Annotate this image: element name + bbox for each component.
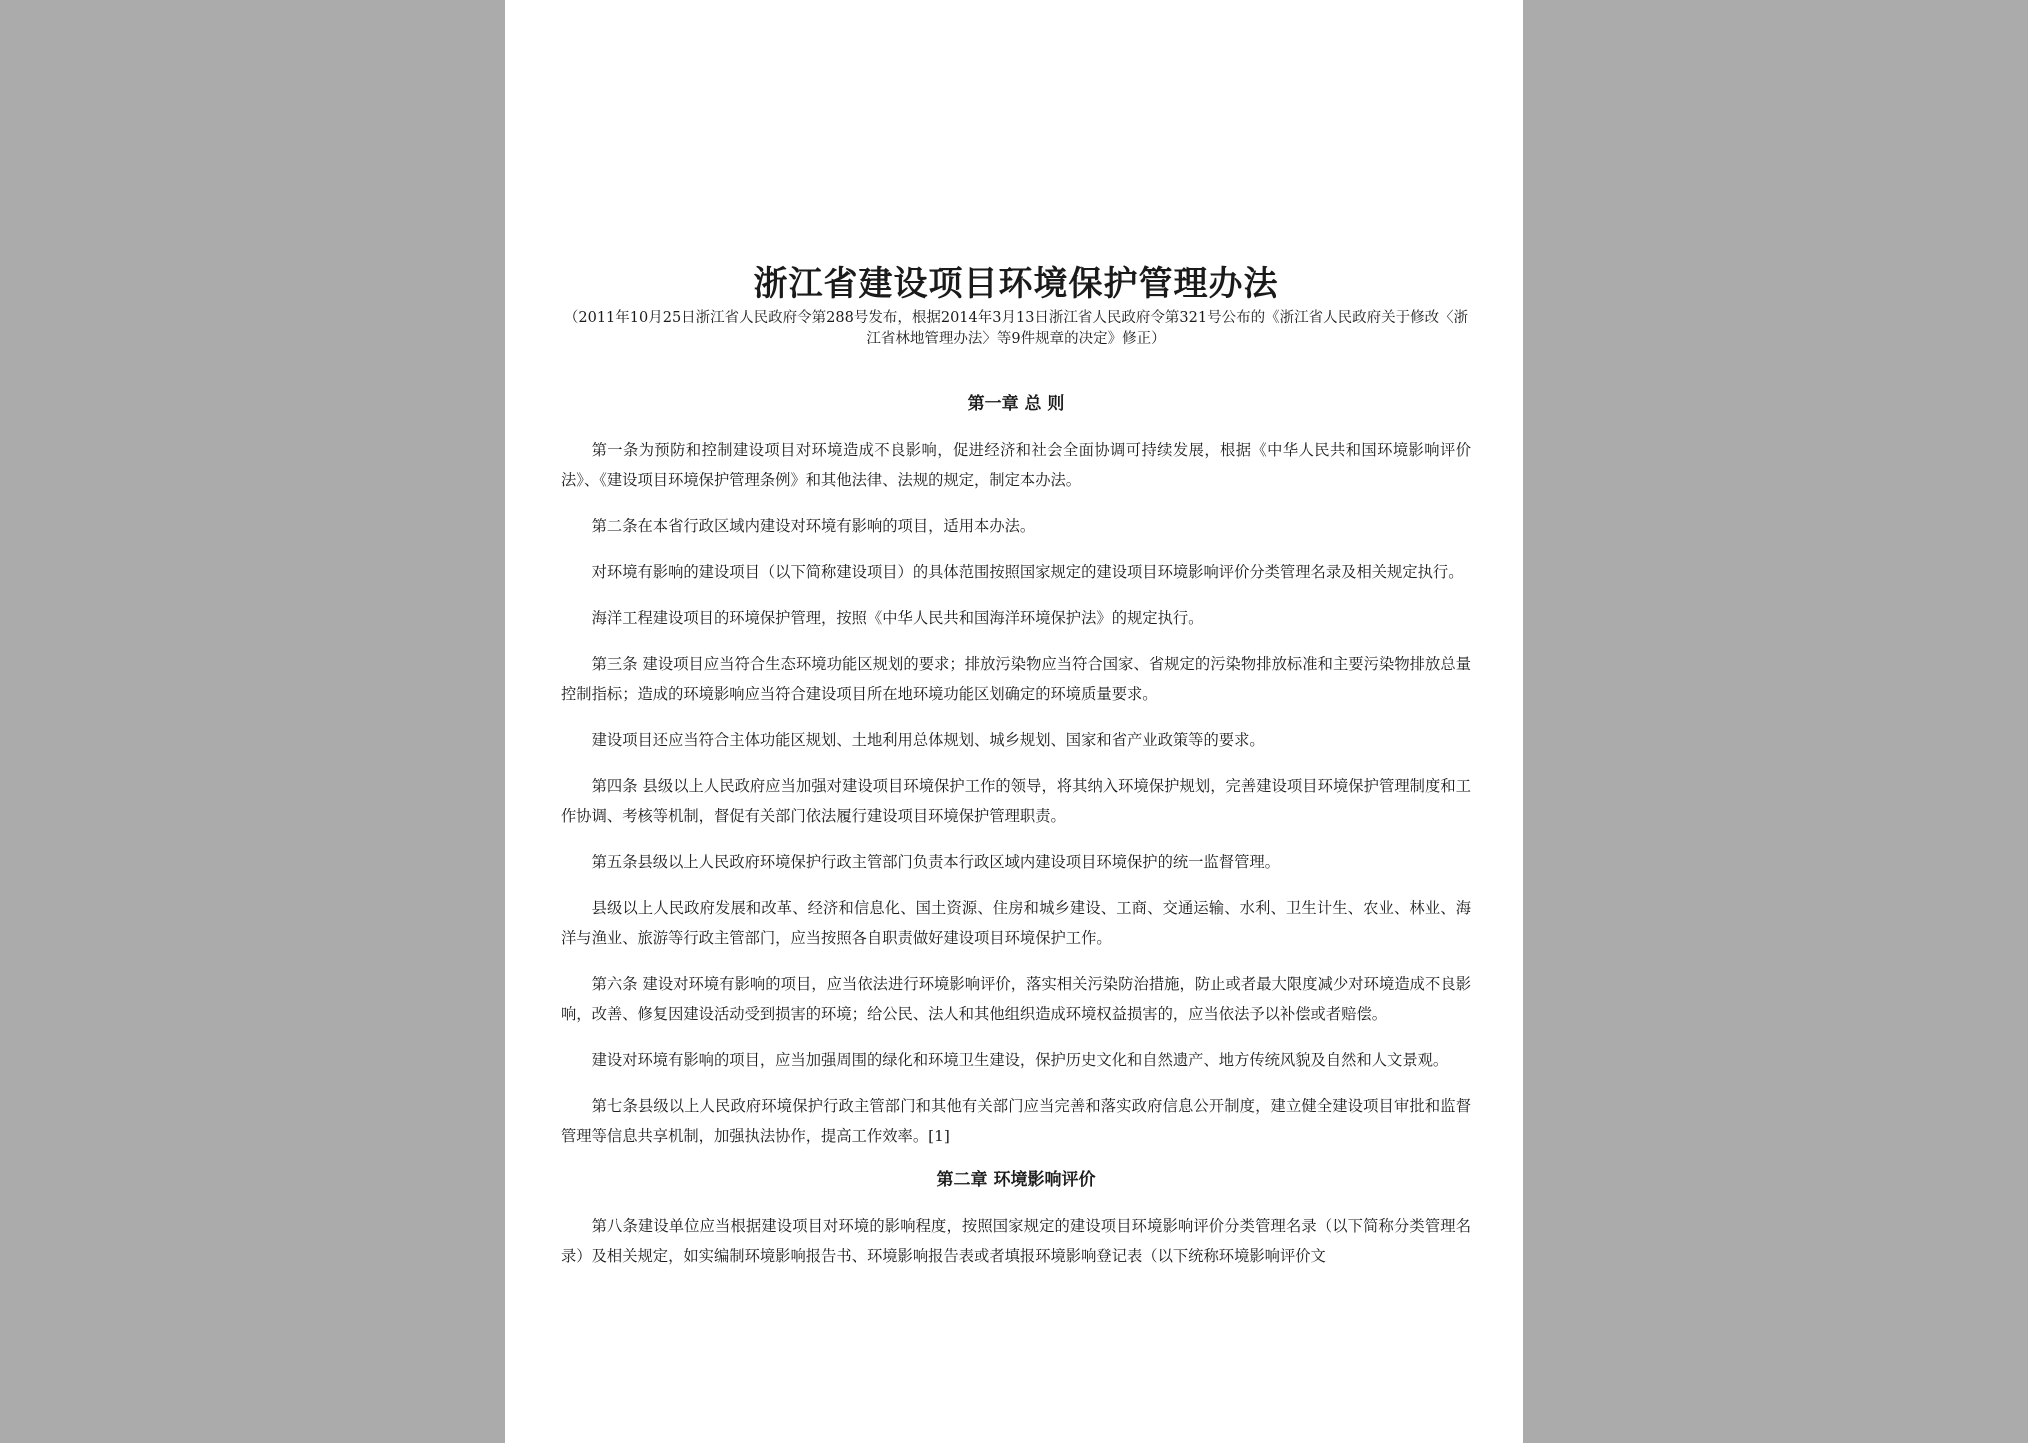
- article-3-clause-2: 建设项目还应当符合主体功能区规划、土地利用总体规划、城乡规划、国家和省产业政策等的要求。: [591, 731, 1265, 749]
- document-content: [561, 262, 1471, 1287]
- article-2-clause-3: 海洋工程建设项目的环境保护管理，按照《中华人民共和国海洋环境保护法》的规定执行。: [591, 609, 1204, 627]
- article-8: 第八条建设单位应当根据建设项目对环境的影响程度，按照国家规定的建设项目环境影响评价分类管理名录（以下简称分类管理名录）及相关规定，如实编制环境影响报告书、环境影响报告表或者填报环境影响登记表（以下统称环境影响评价文: [561, 1217, 1471, 1265]
- chapter-heading-2: 第二章 环境影响评价: [936, 1170, 1096, 1190]
- document-title: 浙江省建设项目环境保护管理办法: [753, 264, 1279, 304]
- document-page: [505, 0, 1523, 1443]
- document-subtitle: （2011年10月25日浙江省人民政府令第288号发布，根据2014年3月13日浙江省人民政府令第321号公布的《浙江省人民政府关于修改〈浙江省林地管理办法〉等9件规章的决定》修正）: [563, 310, 1469, 347]
- article-7: 第七条县级以上人民政府环境保护行政主管部门和其他有关部门应当完善和落实政府信息公开制度，建立健全建设项目审批和监督管理等信息共享机制，加强执法协作，提高工作效率。[1]: [561, 1097, 1471, 1145]
- article-5: 第五条县级以上人民政府环境保护行政主管部门负责本行政区域内建设项目环境保护的统一监督管理。: [591, 853, 1280, 871]
- article-4: 第四条 县级以上人民政府应当加强对建设项目环境保护工作的领导，将其纳入环境保护规划，完善建设项目环境保护管理制度和工作协调、考核等机制，督促有关部门依法履行建设项目环境保护管理职责。: [561, 777, 1471, 825]
- article-2: 第二条在本省行政区域内建设对环境有影响的项目，适用本办法。: [591, 517, 1036, 535]
- article-3: 第三条 建设项目应当符合生态环境功能区规划的要求；排放污染物应当符合国家、省规定的污染物排放标准和主要污染物排放总量控制指标；造成的环境影响应当符合建设项目所在地环境功能区划确定的环境质量要求。: [561, 655, 1471, 703]
- article-5-clause-2: 县级以上人民政府发展和改革、经济和信息化、国土资源、住房和城乡建设、工商、交通运输、水利、卫生计生、农业、林业、海洋与渔业、旅游等行政主管部门，应当按照各自职责做好建设项目环境保护工作。: [561, 899, 1471, 947]
- article-2-clause-2: 对环境有影响的建设项目（以下简称建设项目）的具体范围按照国家规定的建设项目环境影响评价分类管理名录及相关规定执行。: [591, 563, 1464, 581]
- article-6: 第六条 建设对环境有影响的项目，应当依法进行环境影响评价，落实相关污染防治措施，防止或者最大限度减少对环境造成不良影响，改善、修复因建设活动受到损害的环境；给公民、法人和其他组织造成环境权益损害的，应当依法予以补偿或者赔偿。: [561, 975, 1471, 1023]
- chapter-heading-1: 第一章 总 则: [967, 394, 1065, 414]
- article-6-clause-2: 建设对环境有影响的项目，应当加强周围的绿化和环境卫生建设，保护历史文化和自然遗产、地方传统风貌及自然和人文景观。: [591, 1051, 1449, 1069]
- article-1: 第一条为预防和控制建设项目对环境造成不良影响，促进经济和社会全面协调可持续发展，根据《中华人民共和国环境影响评价法》、《建设项目环境保护管理条例》和其他法律、法规的规定，制定本办法。: [561, 441, 1471, 489]
